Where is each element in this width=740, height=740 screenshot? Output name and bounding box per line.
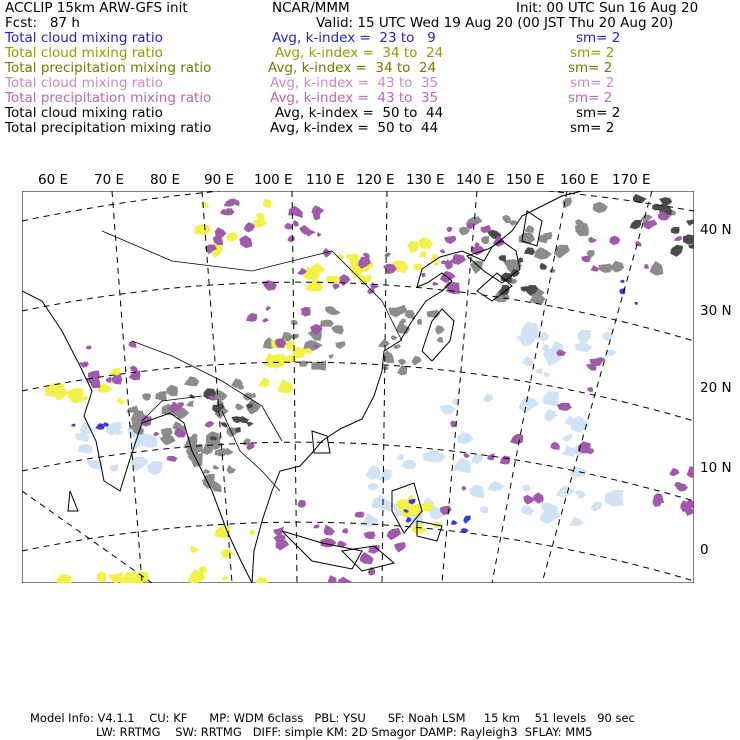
field-name: Total cloud mixing ratio <box>5 45 163 61</box>
longitude-label: 60 E <box>38 172 68 188</box>
organization-label: NCAR/MMM <box>272 0 350 16</box>
field-kindex: Avg, k-index = 50 to 44 <box>270 120 439 136</box>
field-name: Total precipitation mixing ratio <box>5 90 212 106</box>
longitude-label: 100 E <box>254 172 293 188</box>
model-title: ACCLIP 15km ARW-GFS init <box>5 0 188 16</box>
longitude-label: 150 E <box>506 172 545 188</box>
latitude-label: 20 N <box>700 380 732 396</box>
field-kindex: Avg, k-index = 43 to 35 <box>270 75 439 91</box>
model-info-line2: LW: RRTMG SW: RRTMG DIFF: simple KM: 2D Smagor DAMP: Rayleigh3 SFLAY: MM5 <box>96 725 593 739</box>
longitude-label: 80 E <box>150 172 180 188</box>
latitude-label: 30 N <box>700 303 732 319</box>
field-name: Total cloud mixing ratio <box>5 105 163 121</box>
field-smoothing: sm= 2 <box>568 90 613 106</box>
field-smoothing: sm= 2 <box>568 60 613 76</box>
latitude-label: 40 N <box>700 222 732 238</box>
longitude-label: 90 E <box>204 172 234 188</box>
latitude-label: 10 N <box>700 460 732 476</box>
longitude-label: 120 E <box>356 172 395 188</box>
light-blue-patch <box>78 444 93 453</box>
forecast-hour: Fcst: 87 h <box>5 15 80 31</box>
model-info-line1: Model Info: V4.1.1 CU: KF MP: WDM 6class PBL: YSU SF: Noah LSM 15 km 51 levels 90 sec <box>30 711 635 725</box>
field-name: Total cloud mixing ratio <box>5 75 163 91</box>
field-kindex: Avg, k-index = 50 to 44 <box>275 105 444 121</box>
longitude-label: 70 E <box>94 172 124 188</box>
longitude-label: 110 E <box>306 172 345 188</box>
field-name: Total precipitation mixing ratio <box>5 60 212 76</box>
field-smoothing: sm= 2 <box>570 120 615 136</box>
field-smoothing: sm= 2 <box>570 75 615 91</box>
field-smoothing: sm= 2 <box>576 30 621 46</box>
field-kindex: Avg, k-index = 43 to 35 <box>270 90 439 106</box>
map-frame <box>22 191 694 583</box>
yellow-patch <box>304 348 312 354</box>
longitude-label: 130 E <box>406 172 445 188</box>
init-time: Init: 00 UTC Sun 16 Aug 20 <box>516 0 699 16</box>
longitude-label: 160 E <box>560 172 599 188</box>
forecast-map <box>22 191 694 583</box>
field-smoothing: sm= 2 <box>570 45 615 61</box>
field-kindex: Avg, k-index = 34 to 24 <box>268 60 437 76</box>
purple-patch <box>355 512 365 518</box>
field-kindex: Avg, k-index = 34 to 24 <box>275 45 444 61</box>
valid-time: Valid: 15 UTC Wed 19 Aug 20 (00 JST Thu 20 Aug 20) <box>316 15 674 31</box>
field-smoothing: sm= 2 <box>576 105 621 121</box>
field-name: Total cloud mixing ratio <box>5 30 163 46</box>
longitude-label: 140 E <box>456 172 495 188</box>
field-name: Total precipitation mixing ratio <box>5 120 212 136</box>
latitude-label: 0 <box>700 542 709 558</box>
longitude-label: 170 E <box>612 172 651 188</box>
field-kindex: Avg, k-index = 23 to 9 <box>272 30 436 46</box>
